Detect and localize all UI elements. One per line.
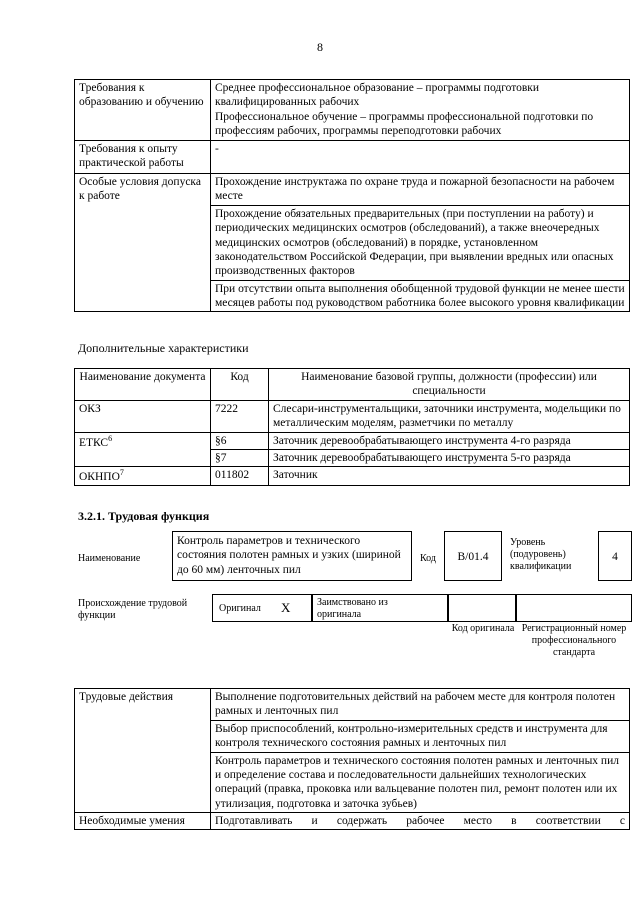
function-title: 3.2.1. Трудовая функция	[78, 509, 210, 523]
table-row	[75, 80, 630, 141]
code-caption: Код оригинала	[451, 623, 515, 634]
requirements-table	[74, 79, 630, 312]
doc-etks-label: ЕТКС	[79, 436, 109, 449]
level-value: 4	[612, 551, 618, 563]
page-number: 8	[317, 40, 323, 54]
row-value-conditions: Прохождение обязательных предварительных (при поступлении на работу) и периодических медицинских осмотров (обследований), а также внеочередных медицинских осмотров (обследований) в порядке, установленном законодательством Российской Федерации, при выявлении вредных или опасных производственных факторов	[211, 205, 630, 280]
skill-item: Подготавливать и содержать рабочее место в соответствии с	[211, 813, 630, 830]
table-row	[75, 141, 630, 174]
doc-etks	[75, 432, 211, 467]
skills-label: Необходимые умения	[75, 813, 211, 830]
header-code: Код	[211, 369, 269, 401]
actions-table	[74, 688, 630, 830]
borrowed-box	[312, 594, 448, 622]
code-etks: §6	[211, 432, 269, 449]
footnote-mark: 7	[119, 468, 124, 478]
original-box	[212, 594, 312, 622]
footnote-mark: 6	[108, 433, 113, 443]
code-value: B/01.4	[457, 551, 489, 563]
level-box	[598, 531, 632, 581]
row-value-conditions: При отсутствии опыта выполнения обобщенной трудовой функции не менее шести месяцев работы под руководством работника более высокого уровня квалификации	[211, 280, 630, 312]
additional-title: Дополнительные характеристики	[78, 341, 249, 355]
original-mark: X	[281, 600, 291, 615]
actions-label: Трудовые действия	[75, 689, 211, 813]
name-okz: Слесари-инструментальщики, заточники инструмента, модельщики по металлическим моделям, разметчики по металлу	[269, 400, 630, 432]
header-name: Наименование базовой группы, должности (профессии) или специальности	[269, 369, 630, 401]
table-row	[75, 467, 630, 486]
action-item: Выполнение подготовительных действий на рабочем месте для контроля полотен рамных и ленточных пил	[211, 689, 630, 721]
code-box	[444, 531, 502, 581]
name-etks: Заточник деревообрабатывающего инструмента 4-го разряда	[269, 432, 630, 449]
row-label-experience: Требования к опыту практической работы	[75, 141, 211, 174]
row-label-conditions: Особые условия допуска к работе	[75, 174, 211, 312]
education-item: Среднее профессиональное образование – программы подготовки квалифицированных рабочих	[215, 82, 540, 109]
name-etks: Заточник деревообрабатывающего инструмента 5-го разряда	[269, 449, 630, 466]
borrowed-label: Заимствовано из оригинала	[317, 597, 388, 620]
table-row	[75, 689, 630, 721]
reg-caption: Регистрационный номер профессионального стандарта	[521, 623, 627, 658]
header-document: Наименование документа	[75, 369, 211, 401]
table-row	[75, 369, 630, 401]
row-value-education	[211, 80, 630, 141]
code-okz: 7222	[211, 400, 269, 432]
table-row	[75, 174, 630, 206]
code-oknpo: 011802	[211, 467, 269, 486]
code-etks: §7	[211, 449, 269, 466]
table-row	[75, 400, 630, 432]
function-name-value: Контроль параметров и технического состояния полотен рамных и узких (шириной до 60 мм) ленточных пил	[177, 535, 401, 576]
action-item: Выбор приспособлений, контрольно-измерительных средств и инструмента для контроля технического состояния рамных и ленточных пил	[211, 720, 630, 752]
name-oknpo: Заточник	[269, 467, 630, 486]
row-value-experience: -	[211, 141, 630, 174]
doc-oknpo	[75, 467, 211, 486]
table-row	[75, 813, 630, 830]
original-code-box	[448, 594, 516, 622]
reg-number-box	[516, 594, 632, 622]
row-label-education: Требования к образованию и обучению	[75, 80, 211, 141]
origin-label: Происхождение трудовой функции	[78, 598, 188, 621]
level-label: Уровень (подуровень) квалификации	[510, 537, 572, 572]
doc-oknpo-label: ОКНПО	[79, 471, 120, 484]
doc-okz: ОКЗ	[75, 400, 211, 432]
table-row	[75, 432, 630, 449]
name-label: Наименование	[78, 553, 141, 564]
original-label: Оригинал	[219, 603, 261, 614]
function-name-box	[172, 531, 412, 581]
action-item: Контроль параметров и технического состояния полотен рамных и ленточных пил и определение состава и последовательности дальнейших технологических операций (правка, проковка или вальцевание полотен пил, ремонт полотен или их утилизация, подготовка и заточка зубьев)	[211, 752, 630, 813]
additional-table	[74, 368, 630, 486]
education-item: Профессиональное обучение – программы профессиональной подготовки по профессиям рабочих, программы переподготовки рабочих	[215, 110, 594, 138]
code-label: Код	[420, 553, 436, 564]
row-value-conditions: Прохождение инструктажа по охране труда и пожарной безопасности на рабочем месте	[211, 174, 630, 206]
